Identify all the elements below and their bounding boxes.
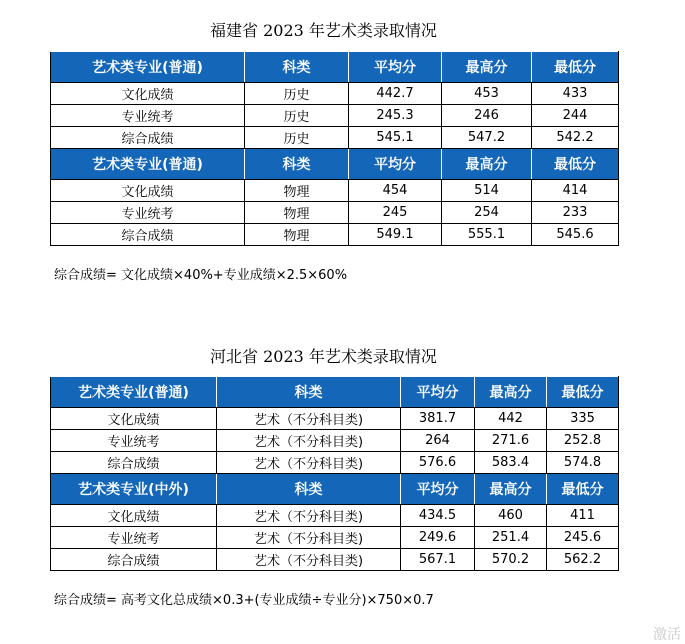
table-cell: 245 xyxy=(349,202,442,224)
header-major: 艺术类专业(中外) xyxy=(51,474,217,505)
fujian-title: 福建省 2023 年艺术类录取情况 xyxy=(210,21,437,40)
table-row xyxy=(51,202,619,224)
table-cell: 245.3 xyxy=(349,105,442,127)
table-cell: 物理 xyxy=(245,224,349,246)
table-cell: 414 xyxy=(532,180,619,202)
header-subject: 科类 xyxy=(217,474,401,505)
header-max: 最高分 xyxy=(475,474,547,505)
hebei-table xyxy=(50,376,619,571)
header-average: 平均分 xyxy=(349,52,442,83)
header-subject: 科类 xyxy=(217,377,401,408)
table-row xyxy=(51,549,619,571)
table-cell: 物理 xyxy=(245,202,349,224)
table-cell: 251.4 xyxy=(475,527,547,549)
table-cell: 542.2 xyxy=(532,127,619,149)
table-cell: 454 xyxy=(349,180,442,202)
table-cell: 545.1 xyxy=(349,127,442,149)
table-cell: 专业统考 xyxy=(51,105,245,127)
table-header-row xyxy=(51,52,619,83)
table-cell: 254 xyxy=(442,202,532,224)
table-cell: 艺术（不分科目类) xyxy=(217,527,401,549)
header-max: 最高分 xyxy=(442,149,532,180)
table-cell: 562.2 xyxy=(547,549,619,571)
table-cell: 264 xyxy=(401,430,475,452)
fujian-table xyxy=(50,51,619,246)
table-cell: 335 xyxy=(547,408,619,430)
table-header-row xyxy=(51,377,619,408)
table-cell: 411 xyxy=(547,505,619,527)
table-cell: 583.4 xyxy=(475,452,547,474)
table-cell: 381.7 xyxy=(401,408,475,430)
table-cell: 245.6 xyxy=(547,527,619,549)
header-average: 平均分 xyxy=(401,474,475,505)
header-major: 艺术类专业(普通) xyxy=(51,377,217,408)
table-cell: 233 xyxy=(532,202,619,224)
table-cell: 综合成绩 xyxy=(51,452,217,474)
header-major: 艺术类专业(普通) xyxy=(51,52,245,83)
table-cell: 249.6 xyxy=(401,527,475,549)
header-min: 最低分 xyxy=(532,149,619,180)
table-cell: 555.1 xyxy=(442,224,532,246)
table-row xyxy=(51,180,619,202)
table-cell: 专业统考 xyxy=(51,430,217,452)
table-cell: 433 xyxy=(532,83,619,105)
table-cell: 547.2 xyxy=(442,127,532,149)
table-cell: 514 xyxy=(442,180,532,202)
table-cell: 271.6 xyxy=(475,430,547,452)
table-cell: 文化成绩 xyxy=(51,408,217,430)
table-cell: 252.8 xyxy=(547,430,619,452)
header-average: 平均分 xyxy=(349,149,442,180)
header-average: 平均分 xyxy=(401,377,475,408)
table-cell: 442.7 xyxy=(349,83,442,105)
table-cell: 历史 xyxy=(245,105,349,127)
watermark-text: 激活 xyxy=(653,627,681,643)
hebei-title: 河北省 2023 年艺术类录取情况 xyxy=(210,347,437,366)
table-row xyxy=(51,224,619,246)
hebei-formula-note: 综合成绩= 高考文化总成绩×0.3+(专业成绩÷专业分)×750×0.7 xyxy=(54,593,434,608)
table-row xyxy=(51,527,619,549)
table-row xyxy=(51,505,619,527)
header-subject: 科类 xyxy=(245,52,349,83)
table-cell: 545.6 xyxy=(532,224,619,246)
header-min: 最低分 xyxy=(532,52,619,83)
table-cell: 460 xyxy=(475,505,547,527)
header-min: 最低分 xyxy=(547,474,619,505)
table-cell: 549.1 xyxy=(349,224,442,246)
table-cell: 综合成绩 xyxy=(51,224,245,246)
table-row xyxy=(51,408,619,430)
table-cell: 艺术（不分科目类) xyxy=(217,408,401,430)
table-cell: 专业统考 xyxy=(51,202,245,224)
table-cell: 574.8 xyxy=(547,452,619,474)
table-cell: 艺术（不分科目类) xyxy=(217,430,401,452)
table-cell: 艺术（不分科目类) xyxy=(217,505,401,527)
header-major: 艺术类专业(普通) xyxy=(51,149,245,180)
table-row xyxy=(51,83,619,105)
table-cell: 434.5 xyxy=(401,505,475,527)
table-row xyxy=(51,127,619,149)
table-cell: 442 xyxy=(475,408,547,430)
table-cell: 综合成绩 xyxy=(51,127,245,149)
table-cell: 艺术（不分科目类) xyxy=(217,549,401,571)
table-cell: 576.6 xyxy=(401,452,475,474)
table-cell: 文化成绩 xyxy=(51,505,217,527)
table-cell: 570.2 xyxy=(475,549,547,571)
table-cell: 综合成绩 xyxy=(51,549,217,571)
header-min: 最低分 xyxy=(547,377,619,408)
table-header-row xyxy=(51,149,619,180)
table-cell: 文化成绩 xyxy=(51,83,245,105)
table-cell: 文化成绩 xyxy=(51,180,245,202)
table-cell: 453 xyxy=(442,83,532,105)
table-cell: 历史 xyxy=(245,83,349,105)
table-row xyxy=(51,105,619,127)
header-subject: 科类 xyxy=(245,149,349,180)
table-row xyxy=(51,430,619,452)
header-max: 最高分 xyxy=(475,377,547,408)
table-cell: 历史 xyxy=(245,127,349,149)
table-cell: 244 xyxy=(532,105,619,127)
table-cell: 物理 xyxy=(245,180,349,202)
fujian-formula-note: 综合成绩= 文化成绩×40%+专业成绩×2.5×60% xyxy=(54,268,348,283)
table-cell: 567.1 xyxy=(401,549,475,571)
table-cell: 艺术（不分科目类) xyxy=(217,452,401,474)
header-max: 最高分 xyxy=(442,52,532,83)
table-row xyxy=(51,452,619,474)
table-cell: 专业统考 xyxy=(51,527,217,549)
table-header-row xyxy=(51,474,619,505)
table-cell: 246 xyxy=(442,105,532,127)
